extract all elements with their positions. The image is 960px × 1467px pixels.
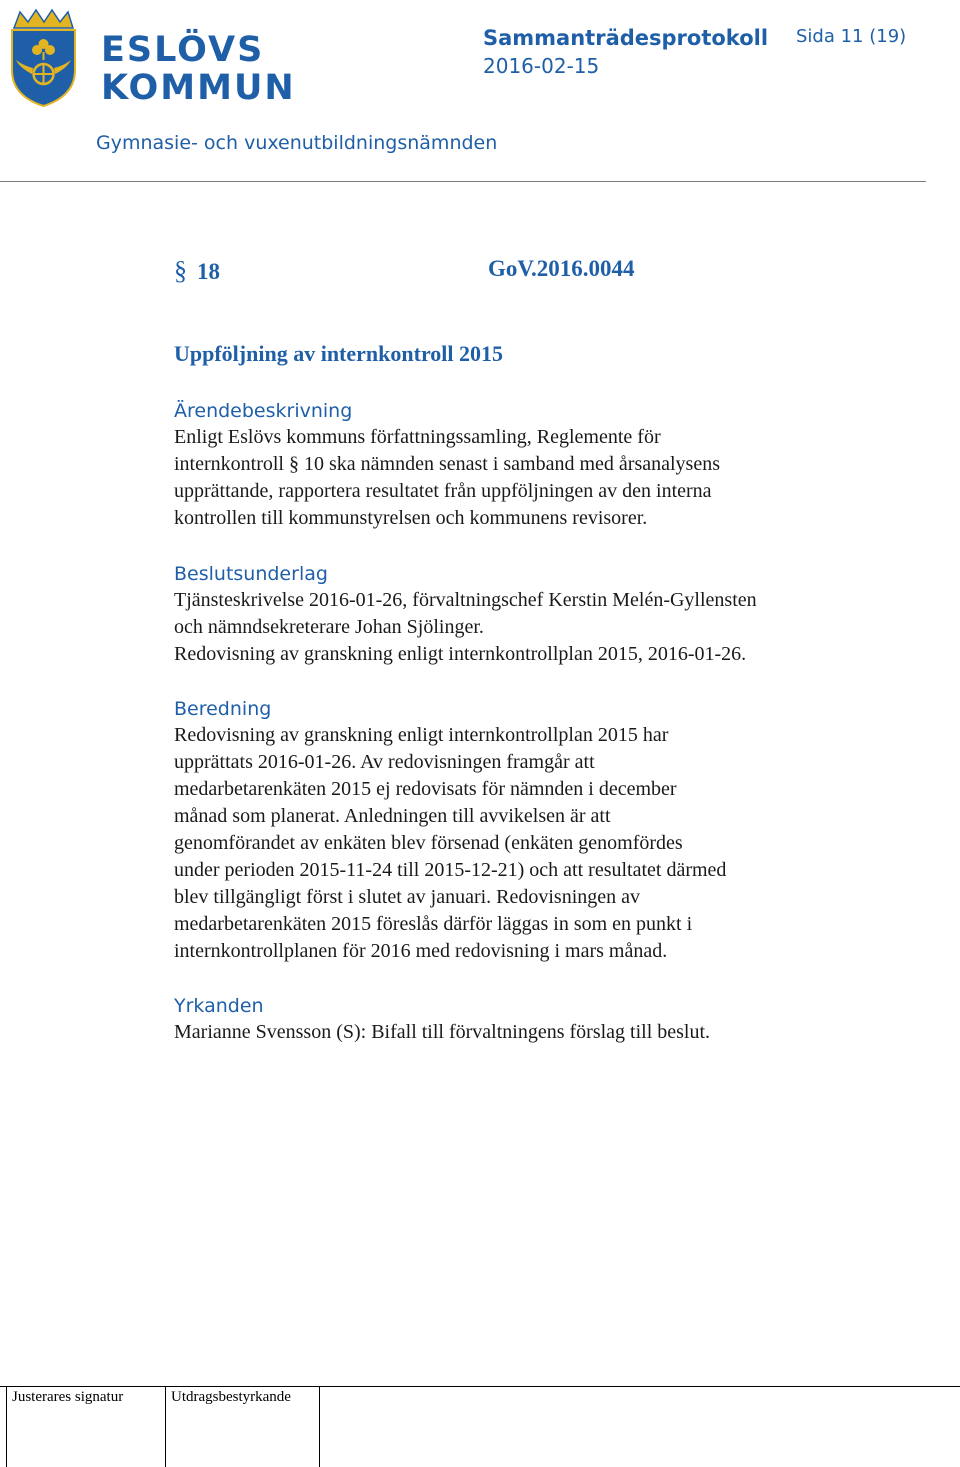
board-name: Gymnasie- och vuxenutbildningsnämnden xyxy=(96,132,498,154)
section-heading: Beredning xyxy=(174,698,272,720)
section-line: internkontroll § 10 ska nämnden senast i samband med årsanalysens xyxy=(174,453,720,475)
case-number: GoV.2016.0044 xyxy=(488,256,635,281)
section-line: blev tillgängligt först i slutet av januari. Redovisningen av xyxy=(174,886,641,908)
section-sign: § xyxy=(174,256,187,285)
header-divider xyxy=(0,181,926,182)
section-line: Redovisning av granskning enligt internkontrollplan 2015, 2016-01-26. xyxy=(174,643,747,665)
section-line: upprättats 2016-01-26. Av redovisningen framgår att xyxy=(174,751,595,773)
document-title: Sammanträdesprotokoll xyxy=(483,26,769,50)
section-line: Tjänsteskrivelse 2016-01-26, förvaltningschef Kerstin Melén-Gyllensten xyxy=(174,589,757,611)
footer-divider xyxy=(0,1386,960,1387)
section-heading: Ärendebeskrivning xyxy=(174,400,353,422)
section-line: upprättande, rapportera resultatet från uppföljningen av den interna xyxy=(174,480,712,502)
section-line: Marianne Svensson (S): Bifall till förvaltningens förslag till beslut. xyxy=(174,1021,711,1043)
paragraph-number xyxy=(174,256,220,286)
section-beredning xyxy=(174,696,864,965)
meeting-date: 2016-02-15 xyxy=(483,54,600,78)
section-line: medarbetarenkäten 2015 ej redovisats för nämnden i december xyxy=(174,778,677,800)
coat-of-arms-icon xyxy=(6,8,81,108)
footer-box-border xyxy=(6,1386,7,1467)
section-line: Redovisning av granskning enligt internkontrollplan 2015 har xyxy=(174,724,669,746)
section-heading: Beslutsunderlag xyxy=(174,563,328,585)
footer-box-border xyxy=(319,1386,320,1467)
paragraph-title: Uppföljning av internkontroll 2015 xyxy=(174,341,504,366)
signature-label: Justerares signatur xyxy=(12,1389,124,1405)
section-line: medarbetarenkäten 2015 föreslås därför läggas in som en punkt i xyxy=(174,913,693,935)
section-yrkanden xyxy=(174,993,864,1046)
logo-wordmark-line1: ESLÖVS xyxy=(101,30,265,70)
section-line: genomförandet av enkäten blev försenad (enkäten genomfördes xyxy=(174,832,683,854)
section-line: under perioden 2015-11-24 till 2015-12-21) och att resultatet därmed xyxy=(174,859,727,881)
municipality-logo xyxy=(6,8,296,108)
section-beslutsunderlag xyxy=(174,561,864,668)
section-line: Enligt Eslövs kommuns författningssamling, Reglemente för xyxy=(174,426,661,448)
section-arendebeskrivning xyxy=(174,398,864,532)
logo-wordmark-line2: KOMMUN xyxy=(101,68,296,108)
paragraph-number-value: 18 xyxy=(197,259,220,284)
extract-label: Utdragsbestyrkande xyxy=(171,1389,291,1405)
page-number: Sida 11 (19) xyxy=(796,26,907,47)
section-line: kontrollen till kommunstyrelsen och kommunens revisorer. xyxy=(174,507,648,529)
footer-box-border xyxy=(165,1386,166,1467)
section-line: och nämndsekreterare Johan Sjölinger. xyxy=(174,616,484,638)
section-line: internkontrollplanen för 2016 med redovisning i mars månad. xyxy=(174,940,668,962)
section-heading: Yrkanden xyxy=(174,995,264,1017)
section-line: månad som planerat. Anledningen till avvikelsen är att xyxy=(174,805,611,827)
